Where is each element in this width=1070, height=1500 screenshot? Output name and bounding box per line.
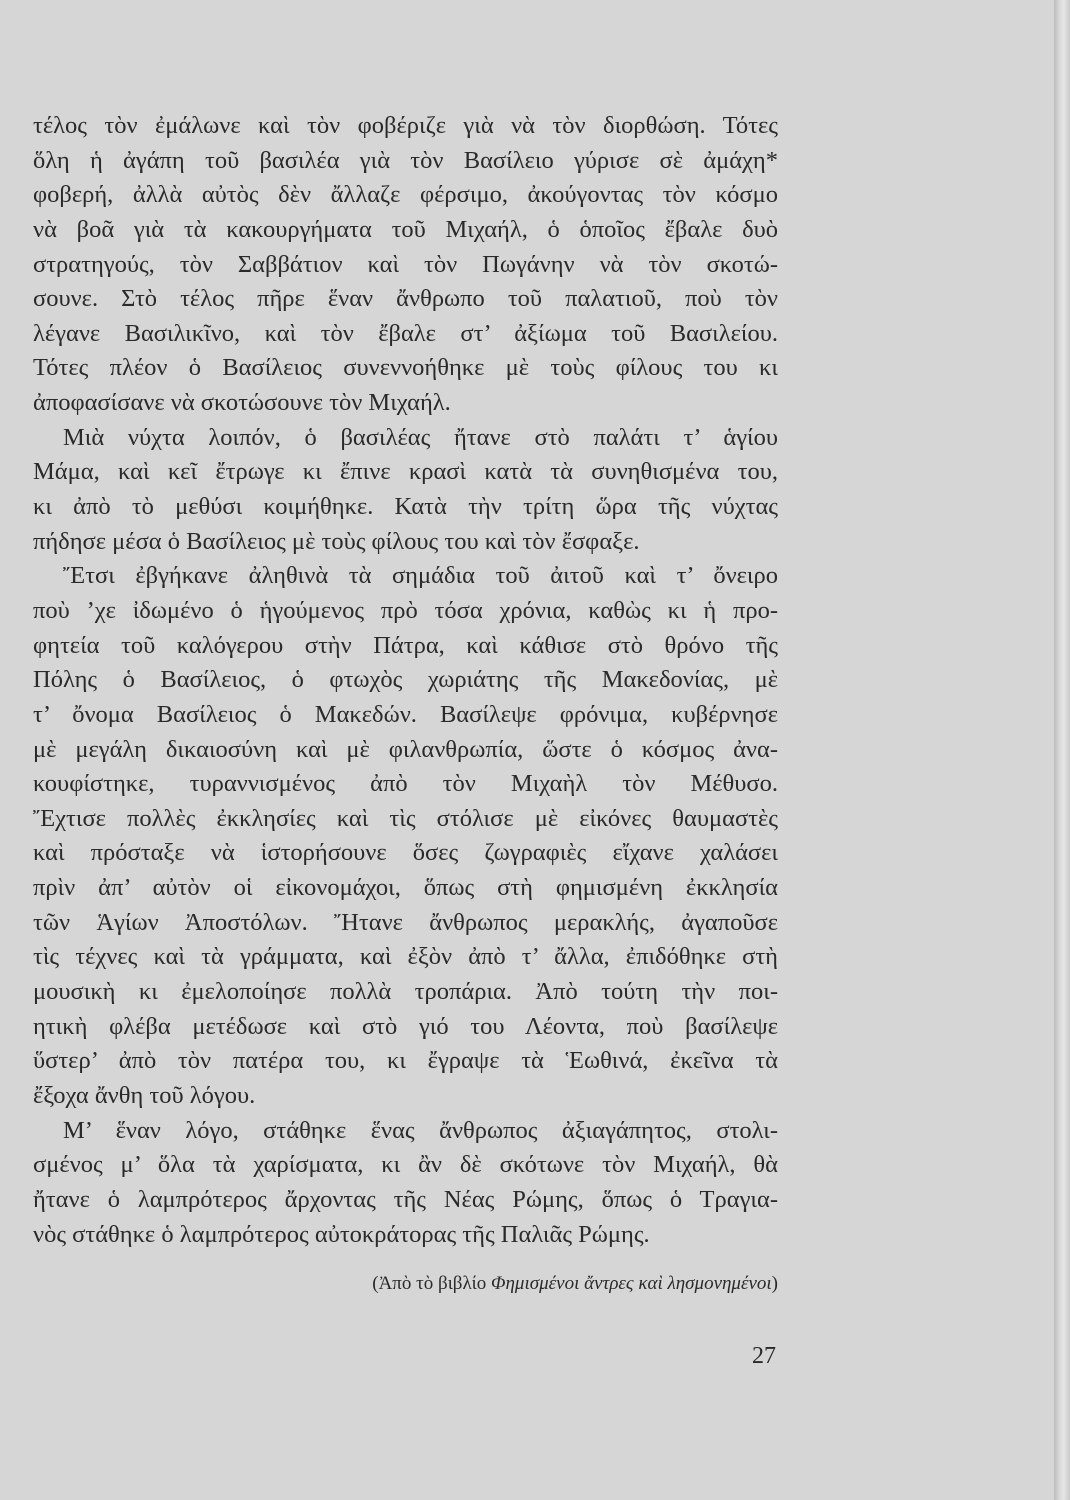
text-line: καὶ πρόσταξε νὰ ἱστορήσουνε ὅσες ζωγραφιὲς εἴχανε χαλάσει [33, 839, 778, 867]
text-line: Μιὰ νύχτα λοιπόν, ὁ βασιλέας ἤτανε στὸ παλάτι τ’ ἁγίου [63, 423, 778, 451]
text-line: Πόλης ὁ Βασίλειος, ὁ φτωχὸς χωριάτης τῆς Μακεδονίας, μὲ [33, 666, 778, 694]
text-line: τ’ ὄνομα Βασίλειος ὁ Μακεδών. Βασίλεψε φρόνιμα, κυβέρνησε [33, 700, 778, 728]
text-line: ὕστερ’ ἀπὸ τὸν πατέρα του, κι ἔγραψε τὰ Ἑωθινά, ἐκεῖνα τὰ [33, 1047, 778, 1075]
text-line: φοβερή, ἀλλὰ αὐτὸς δὲν ἄλλαζε φέρσιμο, ἀκούγοντας τὸν κόσμο [33, 181, 778, 209]
body-text [33, 109, 778, 1252]
text-line: νὸς στάθηκε ὁ λαμπρότερος αὐτοκράτορας τῆς Παλιᾶς Ρώμης. [33, 1220, 650, 1248]
text-line: ἤτανε ὁ λαμπρότερος ἄρχοντας τῆς Νέας Ρώμης, ὅπως ὁ Τραγια- [33, 1185, 778, 1213]
text-line: μουσικὴ κι ἐμελοποίησε πολλὰ τροπάρια. Ἀπὸ τούτη τὴν ποι- [33, 978, 778, 1006]
text-line: στρατηγούς, τὸν Σαββάτιον καὶ τὸν Πωγάνην νὰ τὸν σκοτώ- [33, 250, 778, 278]
text-line: κουφίστηκε, τυραννισμένος ἀπὸ τὸν Μιχαὴλ τὸν Μέθυσο. [33, 770, 778, 798]
text-line: τέλος τὸν ἐμάλωνε καὶ τὸν φοβέριζε γιὰ νὰ τὸν διορθώση. Τότες [33, 112, 778, 139]
text-line: ἀποφασίσανε νὰ σκοτώσουνε τὸν Μιχαήλ. [33, 389, 451, 417]
text-line: ἔξοχα ἄνθη τοῦ λόγου. [33, 1081, 256, 1109]
text-line: ὅλη ἡ ἀγάπη τοῦ βασιλέα γιὰ τὸν Βασίλειο γύρισε σὲ ἀμάχη* [33, 146, 778, 174]
text-line: πήδησε μέσα ὁ Βασίλειος μὲ τοὺς φίλους του καὶ τὸν ἔσφαξε. [33, 527, 640, 555]
text-line: σμένος μ’ ὅλα τὰ χαρίσματα, κι ἂν δὲ σκότωνε τὸν Μιχαήλ, θὰ [33, 1151, 778, 1179]
text-line: τῶν Ἁγίων Ἀποστόλων. Ἤτανε ἄνθρωπος μερακλής, ἀγαποῦσε [33, 908, 778, 936]
page-edge [1054, 0, 1070, 1500]
text-line: Ἔτσι ἐβγήκανε ἀληθινὰ τὰ σημάδια τοῦ ἀιτοῦ καὶ τ’ ὄνειρο [63, 562, 778, 590]
text-line: ητικὴ φλέβα μετέδωσε καὶ στὸ γιό του Λέοντα, ποὺ βασίλεψε [33, 1012, 778, 1040]
text-line: κι ἀπὸ τὸ μεθύσι κοιμήθηκε. Κατὰ τὴν τρίτη ὥρα τῆς νύχτας [33, 493, 778, 521]
text-line: ποὺ ’χε ἰδωμένο ὁ ἡγούμενος πρὸ τόσα χρόνια, καθὼς κι ἡ προ- [33, 596, 778, 624]
source-prefix: (Ἀπὸ τὸ βιβλίο [372, 1273, 492, 1294]
source-suffix: ) [771, 1273, 778, 1294]
text-line: Ἔχτισε πολλὲς ἐκκλησίες καὶ τὶς στόλισε μὲ εἰκόνες θαυμαστὲς [33, 804, 778, 832]
source-book-title: Φημισμένοι ἄντρες καὶ λησμονημένοι [491, 1273, 772, 1294]
paragraph [33, 421, 778, 560]
paragraph [33, 559, 778, 1113]
text-line: λέγανε Βασιλικῖνο, καὶ τὸν ἔβαλε στ’ ἀξίωμα τοῦ Βασιλείου. [33, 319, 778, 347]
text-line: πρὶν ἀπ’ αὐτὸν οἱ εἰκονομάχοι, ὅπως στὴ φημισμένη ἐκκλησία [33, 874, 778, 902]
text-line: τὶς τέχνες καὶ τὰ γράμματα, καὶ ἐξὸν ἀπὸ τ’ ἄλλα, ἐπιδόθηκε στὴ [33, 943, 778, 971]
text-line: μὲ μεγάλη δικαιοσύνη καὶ μὲ φιλανθρωπία, ὥστε ὁ κόσμος ἀνα- [33, 735, 778, 763]
source-citation [372, 1273, 778, 1295]
text-line: νὰ βοᾶ γιὰ τὰ κακουργήματα τοῦ Μιχαήλ, ὁ ὁποῖος ἔβαλε δυὸ [33, 215, 778, 243]
page-number: 27 [752, 1343, 776, 1369]
text-line: Μάμα, καὶ κεῖ ἔτρωγε κι ἔπινε κρασὶ κατὰ τὰ συνηθισμένα του, [33, 458, 778, 486]
paragraph [33, 1114, 778, 1253]
text-line: σουνε. Στὸ τέλος πῆρε ἕναν ἄνθρωπο τοῦ παλατιοῦ, ποὺ τὸν [33, 285, 778, 313]
text-line: Μ’ ἕναν λόγο, στάθηκε ἕνας ἄνθρωπος ἀξιαγάπητος, στολι- [63, 1116, 778, 1144]
text-line: Τότες πλέον ὁ Βασίλειος συνεννοήθηκε μὲ τοὺς φίλους του κι [33, 354, 778, 382]
text-line: φητεία τοῦ καλόγερου στὴν Πάτρα, καὶ κάθισε στὸ θρόνο τῆς [33, 631, 778, 659]
paragraph [33, 109, 778, 421]
